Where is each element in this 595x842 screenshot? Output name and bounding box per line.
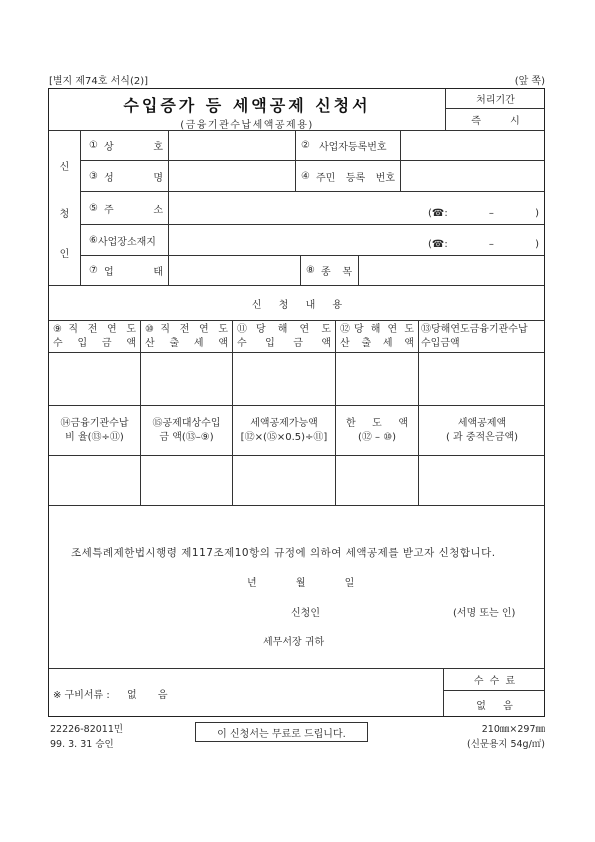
business-item-label: [300, 255, 358, 285]
business-reg-no-field: [400, 130, 545, 160]
header-line: [⑫×(⑮×0.5)÷⑪]: [240, 431, 328, 443]
business-location-field: [168, 224, 545, 255]
applicant-side-char: 청: [59, 209, 70, 220]
field-number: ⑤: [89, 202, 98, 214]
prior-year-tax-field: [140, 352, 232, 405]
fee-value-cell: [443, 690, 545, 717]
declaration-section: [48, 505, 545, 668]
header-line: 수 입 금 액: [53, 337, 136, 349]
attachments-value: 없 음: [127, 690, 168, 701]
resident-reg-no-label: [295, 160, 400, 191]
form-number: [별지 제74호 서식(2)]: [49, 76, 149, 87]
tax-credit-header: [418, 405, 545, 455]
paper-size: 210㎜×297㎜: [481, 724, 545, 735]
fee-label-cell: [443, 668, 545, 690]
name-field: [168, 160, 295, 191]
business-type-field: [168, 255, 300, 285]
field-label: 성 명: [103, 172, 163, 184]
business-reg-no-label: [295, 130, 400, 160]
header-line: ⑩직 전 연 도: [145, 323, 228, 335]
business-location-phone: (☎: – ): [428, 239, 539, 250]
field-label: 종 목: [320, 267, 352, 278]
field-number: ④: [301, 170, 310, 182]
processing-period-value: [445, 108, 545, 130]
header-line: (⑫ – ⑩): [357, 431, 397, 443]
processing-period-value-text: 즉 시: [471, 116, 520, 127]
field-label: 주 소: [103, 204, 163, 216]
limit-amount-header: [335, 405, 418, 455]
field-label: 상 호: [103, 142, 163, 153]
fee-label: 수 수 료: [473, 676, 516, 687]
paper-type: (신문용지 54g/㎡): [467, 739, 545, 750]
header-line: 산 출 세 액: [340, 337, 414, 349]
current-year-revenue-header: [232, 320, 335, 352]
business-item-field: [358, 255, 545, 285]
applicant-side-char: 신: [59, 162, 70, 173]
deductible-revenue-header: [140, 405, 232, 455]
applicant-signature-label: 신청인: [291, 608, 320, 619]
address-field: [168, 191, 545, 224]
address-label: [80, 191, 168, 224]
prior-year-revenue-header: [48, 320, 140, 352]
form-subtitle: (금융기관수납세액공제용): [180, 120, 314, 131]
content-heading: 신 청 내 용: [251, 299, 343, 311]
approval-date: 99. 3. 31 승인: [50, 739, 114, 750]
bank-collection-ratio-header: [48, 405, 140, 455]
name-label: [80, 160, 168, 191]
header-line: ⑭금융기관수납: [60, 417, 129, 429]
business-type-label: [80, 255, 168, 285]
processing-period-label: [445, 88, 545, 108]
attachments-label: ※ 구비서류 :: [53, 690, 110, 701]
page-side: (앞 쪽): [514, 76, 545, 87]
content-heading-cell: [48, 285, 545, 320]
resident-reg-no-field: [400, 160, 545, 191]
field-label: 사업장소재지: [97, 236, 156, 248]
current-year-revenue-field: [232, 352, 335, 405]
title-cell: [48, 88, 445, 130]
field-label: 주민 등록 번호: [315, 172, 395, 184]
form-code: 22226-82011민: [50, 724, 124, 735]
business-location-label: [80, 224, 168, 255]
possible-credit-header: [232, 405, 335, 455]
field-number: ⑥: [89, 234, 98, 246]
header-line: ( 과 중적은금액): [445, 431, 519, 443]
header-line: ⑫당 해 연 도: [340, 323, 414, 335]
addressee: 세무서장 귀하: [263, 637, 325, 648]
declaration-date: 년 월 일: [247, 578, 355, 589]
trade-name-label: [80, 130, 168, 160]
header-line: ⑨직 전 연 도: [53, 323, 136, 335]
header-line: 수 입 금 액: [237, 337, 331, 349]
fee-value: 없 음: [476, 700, 513, 712]
header-line: ⑪당 해 연 도: [237, 323, 331, 335]
current-year-tax-field: [335, 352, 418, 405]
deductible-revenue-field: [140, 455, 232, 505]
field-number: ③: [89, 170, 98, 182]
form-title: 수입증가 등 세액공제 신청서: [123, 96, 371, 115]
header-line: 세액공제액: [457, 417, 507, 429]
field-number: ⑦: [89, 265, 98, 276]
processing-period-label-text: 처리기간: [476, 95, 515, 106]
header-line: ⑬당해연도금융기관수납: [421, 323, 528, 335]
limit-amount-field: [335, 455, 418, 505]
header-line: 금 액(⑬–⑨): [159, 431, 214, 443]
free-notice: 이 신청서는 무료로 드립니다.: [217, 728, 346, 740]
bank-collected-revenue-field: [418, 352, 545, 405]
applicant-side-char: 인: [59, 249, 70, 260]
field-label: 업 태: [103, 267, 163, 278]
applicant-side-label: [48, 130, 80, 285]
prior-year-tax-header: [140, 320, 232, 352]
prior-year-revenue-field: [48, 352, 140, 405]
field-number: ②: [301, 140, 310, 151]
current-year-tax-header: [335, 320, 418, 352]
header-line: ⑮공제대상수입: [152, 417, 221, 429]
signature-note: (서명 또는 인): [453, 608, 516, 619]
attachments-cell: [48, 668, 443, 717]
field-number: ⑧: [306, 265, 315, 276]
possible-credit-field: [232, 455, 335, 505]
header-line: 수입금액: [421, 337, 460, 349]
bank-collected-revenue-header: [418, 320, 545, 352]
address-phone: (☎: – ): [428, 208, 539, 219]
tax-credit-field: [418, 455, 545, 505]
declaration-statement: 조세특례제한법시행령 제117조제10항의 규정에 의하여 세액공제를 받고자 신청합니다.: [71, 547, 496, 559]
header-line: 비 율(⑬÷⑪): [65, 431, 124, 443]
header-line: 산 출 세 액: [145, 337, 228, 349]
trade-name-field: [168, 130, 295, 160]
header-line: 세액공제가능액: [250, 417, 318, 429]
bank-collection-ratio-field: [48, 455, 140, 505]
field-number: ①: [89, 140, 98, 151]
field-label: 사업자등록번호: [318, 142, 387, 153]
header-line: 한 도 액: [346, 417, 408, 429]
free-notice-box: [195, 722, 368, 742]
